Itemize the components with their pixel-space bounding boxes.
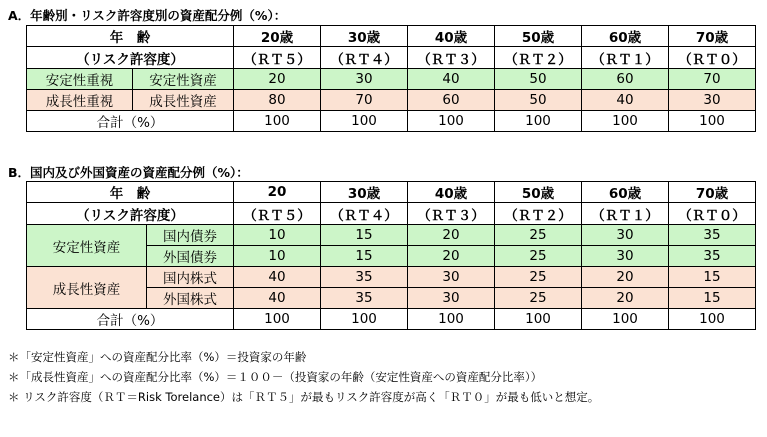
col-age: 40歳: [408, 26, 495, 47]
col-rt: （ＲＴ０）: [669, 203, 756, 225]
col-rt: （ＲＴ１）: [582, 47, 669, 69]
total-cell: 100: [669, 309, 756, 330]
col-age: 30歳: [321, 26, 408, 47]
age-label: 年 齢: [27, 182, 234, 203]
value-cell: 20: [582, 267, 669, 288]
col-age: 30歳: [321, 182, 408, 203]
value-cell: 20: [582, 288, 669, 309]
row-label: 成長性資産: [133, 90, 234, 111]
domestic-foreign-allocation-table: [26, 181, 756, 330]
value-cell: 50: [495, 90, 582, 111]
col-age: 50歳: [495, 182, 582, 203]
total-cell: 100: [234, 309, 321, 330]
footnote-growth-ratio: ＊「成長性資産」への資産配分比率（%）＝１００－（投資家の年齢（安定性資産への資産配分比率））: [8, 370, 543, 384]
row-group-label: 成長性重視: [27, 90, 133, 111]
value-cell: 30: [582, 246, 669, 267]
row-label: 外国債券: [147, 246, 234, 267]
col-age: 60歳: [582, 182, 669, 203]
value-cell: 40: [582, 90, 669, 111]
table-row-domestic-bonds: [27, 225, 756, 246]
value-cell: 35: [669, 246, 756, 267]
col-rt: （ＲＴ３）: [408, 203, 495, 225]
total-cell: 100: [321, 111, 408, 132]
value-cell: 35: [321, 267, 408, 288]
section-a-title: A．年齢別・リスク許容度別の資産配分例（%）：: [8, 8, 287, 23]
value-cell: 30: [321, 69, 408, 90]
col-rt: （ＲＴ３）: [408, 47, 495, 69]
col-rt: （ＲＴ４）: [321, 203, 408, 225]
footnote-stable-ratio: ＊「安定性資産」への資産配分比率（%）＝投資家の年齢: [8, 350, 307, 364]
value-cell: 25: [495, 267, 582, 288]
total-cell: 100: [408, 309, 495, 330]
col-rt: （ＲＴ１）: [582, 203, 669, 225]
value-cell: 40: [408, 69, 495, 90]
col-age: 60歳: [582, 26, 669, 47]
value-cell: 35: [669, 225, 756, 246]
total-cell: 100: [408, 111, 495, 132]
value-cell: 20: [234, 69, 321, 90]
risk-tolerance-label: （リスク許容度）: [27, 203, 234, 225]
value-cell: 15: [321, 246, 408, 267]
col-age: 20歳: [234, 26, 321, 47]
total-cell: 100: [234, 111, 321, 132]
col-age: 70歳: [669, 26, 756, 47]
value-cell: 40: [234, 288, 321, 309]
value-cell: 30: [582, 225, 669, 246]
total-label: 合計（%）: [27, 309, 234, 330]
value-cell: 15: [669, 267, 756, 288]
value-cell: 20: [408, 246, 495, 267]
header-row-age: [27, 182, 756, 203]
section-b-title: B．国内及び外国資産の資産配分例（%）：: [8, 165, 249, 180]
value-cell: 60: [408, 90, 495, 111]
col-rt: （ＲＴ５）: [234, 47, 321, 69]
value-cell: 25: [495, 246, 582, 267]
row-label: 外国株式: [147, 288, 234, 309]
header-row-age: [27, 26, 756, 47]
footnotes: [8, 347, 599, 407]
total-cell: 100: [669, 111, 756, 132]
total-cell: 100: [321, 309, 408, 330]
col-rt: （ＲＴ５）: [234, 203, 321, 225]
header-row-rt: [27, 203, 756, 225]
value-cell: 25: [495, 288, 582, 309]
total-cell: 100: [582, 309, 669, 330]
value-cell: 35: [321, 288, 408, 309]
col-age: 20: [234, 182, 321, 203]
table-row-growth: [27, 90, 756, 111]
value-cell: 50: [495, 69, 582, 90]
value-cell: 30: [408, 288, 495, 309]
footnote-risk-tolerance: ＊ リスク許容度（ＲＴ＝Risk Torelance）は「ＲＴ５」が最もリスク許容度が高く「ＲＴ０」が最も低いと想定。: [8, 390, 600, 404]
value-cell: 10: [234, 225, 321, 246]
col-age: 70歳: [669, 182, 756, 203]
value-cell: 10: [234, 246, 321, 267]
col-rt: （ＲＴ０）: [669, 47, 756, 69]
value-cell: 30: [408, 267, 495, 288]
table-row-domestic-stocks: [27, 267, 756, 288]
table-row-total: [27, 309, 756, 330]
group-label-stable: 安定性資産: [27, 225, 147, 267]
value-cell: 20: [408, 225, 495, 246]
col-age: 50歳: [495, 26, 582, 47]
col-rt: （ＲＴ２）: [495, 47, 582, 69]
row-group-label: 安定性重視: [27, 69, 133, 90]
risk-tolerance-label: （リスク許容度）: [27, 47, 234, 69]
col-rt: （ＲＴ２）: [495, 203, 582, 225]
value-cell: 40: [234, 267, 321, 288]
value-cell: 25: [495, 225, 582, 246]
row-label: 国内債券: [147, 225, 234, 246]
table-row-stable: [27, 69, 756, 90]
value-cell: 70: [321, 90, 408, 111]
col-age: 40歳: [408, 182, 495, 203]
row-label: 国内株式: [147, 267, 234, 288]
value-cell: 15: [669, 288, 756, 309]
total-label: 合計（%）: [27, 111, 234, 132]
total-cell: 100: [495, 111, 582, 132]
total-cell: 100: [495, 309, 582, 330]
age-risk-allocation-table: [26, 25, 756, 132]
value-cell: 60: [582, 69, 669, 90]
total-cell: 100: [582, 111, 669, 132]
age-label: 年 齢: [27, 26, 234, 47]
row-label: 安定性資産: [133, 69, 234, 90]
header-row-rt: [27, 47, 756, 69]
group-label-growth: 成長性資産: [27, 267, 147, 309]
col-rt: （ＲＴ４）: [321, 47, 408, 69]
value-cell: 80: [234, 90, 321, 111]
value-cell: 15: [321, 225, 408, 246]
value-cell: 30: [669, 90, 756, 111]
table-row-total: [27, 111, 756, 132]
value-cell: 70: [669, 69, 756, 90]
